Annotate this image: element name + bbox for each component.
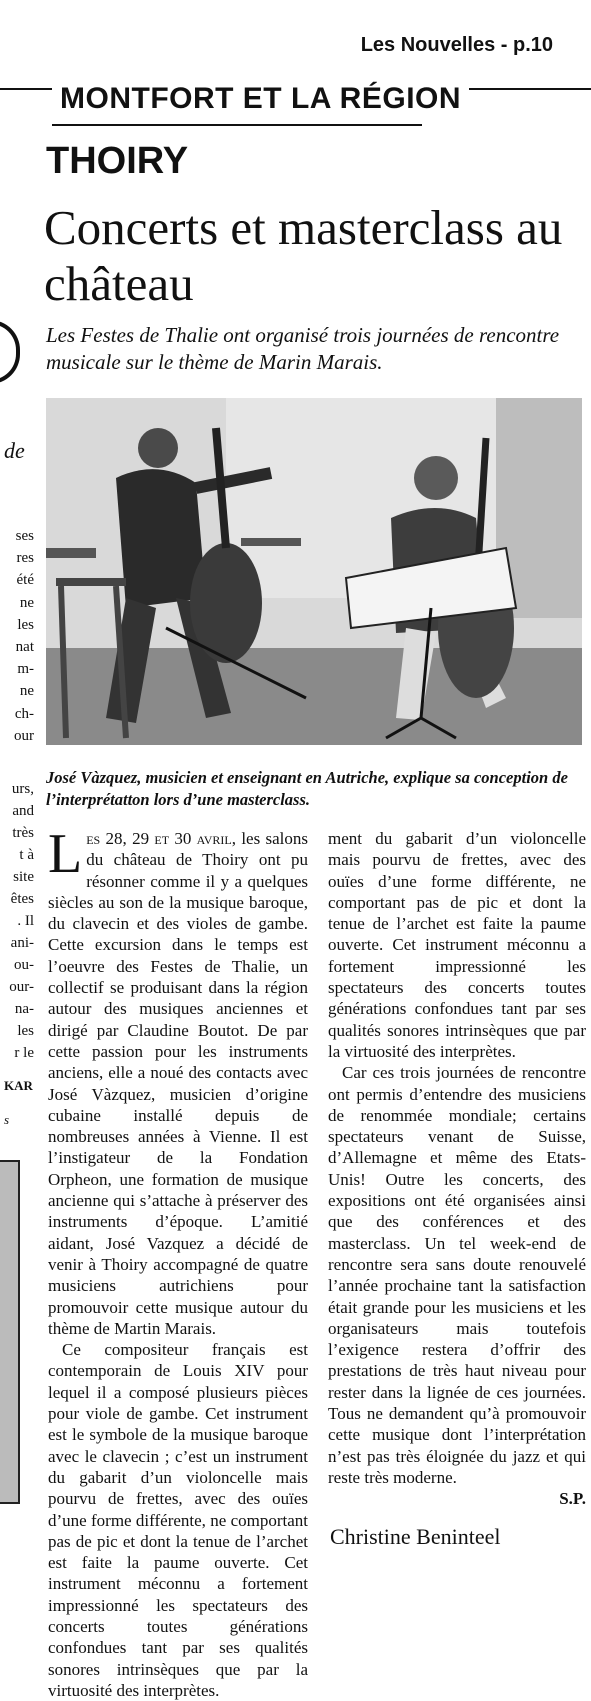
fragment-line: êtes [10,891,34,907]
fragment-line: res [16,550,34,567]
article-column-2 [328,828,586,1510]
fragment-line: m- [17,661,34,678]
fragment-line: t à [19,847,34,863]
fragment-line: très [12,825,34,841]
article-standfirst: Les Festes de Thalie ont organisé trois journées de rencontre musicale sur le thème de Marin Marais. [46,323,560,374]
article-column-1 [48,823,309,1700]
fragment-line: r le [14,1045,34,1061]
fragment-line: ou- [14,957,34,973]
article-paragraph-1 [48,823,309,1339]
fragment-line: été [16,572,34,589]
article-headline: Concerts et masterclass au château [44,200,563,311]
adjacent-graphic-fragment [0,320,20,384]
photo-caption: José Vàzquez, musicien et enseignant en Autriche, explique sa conception de l’interprétatton lors d’une masterclass. [46,768,568,809]
running-header: Les Nouvelles - p.10 [360,34,553,56]
article-paragraph-3: Car ces trois journées de rencontre ont permis d’entendre des musiciens de renommée mondiale; certains spectateurs venant de Suisse, d’Allemagne et même des Etats-Unis! Outre les concerts, des expositions ont été organisées ainsi que des conférences et des masterclass. Un tel week-end de rencontre sera sans doute renouvelé l’année prochaine tant la satisfaction était grande pour les musiciens et les organisateurs mais toutefois l’exigence restera d’offrir des prestations de très haut niveau pour rester dans la lignée de ces journées. Tous ne demandent qu’à promouvoir cette musique dont l’interprétation n’est pas très éloignée du jazz et qui reste très moderne. [328,1063,586,1487]
fragment-line: les [17,1023,34,1039]
fragment-line: ne [19,594,34,611]
next-article-fragment: Christine Beninteel [330,1524,501,1549]
adjacent-column-fragment-a [0,525,34,747]
fragment-line: na- [14,1001,34,1017]
fragment-line: les [17,616,34,633]
adjacent-italic-fragment: s [4,1112,10,1127]
section-title: MONTFORT ET LA RÉGION [52,82,469,116]
drop-cap: L [48,823,83,885]
lead-in: es 28, 29 et 30 avril, [86,829,237,848]
paragraph-2-continued: ment du gabarit d’un violoncelle mais pourvu de frettes, avec des ouïes d’une forme différente, ne comportant pas de pic et dont la tenue de l’archet est faite la paume ouverte. Cet instrument méconnu a fortement impressionné les spectateurs des concerts toutes générations confondues tant par ses qualités sonores intrinsèques que par la virtuosité des interprètes. [328,829,586,1061]
adjacent-photo-fragment [0,1160,20,1504]
fragment-line: site [13,869,34,885]
article-photo [46,398,582,745]
adjacent-word-top: de [4,438,25,463]
fragment-line: ani- [10,935,34,951]
paragraph-1-text: les salons du château de Thoiry ont pu résonner comme il y a quelques siècles au son de la musique baroque, du clavecin et des violes de gambe. Cette excursion dans le temps est l’oeuvre des Festes de Thalie, un collectif se produisant dans la région autour des musiques anciennes et dirigé par Claudine Boutot. De par cette passion pour les instruments anciens, elle a noué des contacts avec José Vàzquez, musicien d’origine cubaine installé depuis de nombreuses années à Vienne. Il est l’instigateur de la Fondation Orpheon, une formation de musique ancienne qui s’attache à préserver des instruments d’époque. L’amitié aidant, José Vazquez a décidé de venir à Thoiry accompagné de quatre musiciens autrichiens pour promouvoir cette musique autour du thème de Martin Marais. [48,829,309,1338]
fragment-line: urs, [11,781,34,797]
adjacent-byline-fragment: KAR [4,1078,33,1093]
adjacent-column-fragment-b [0,778,34,1064]
fragment-line: our- [9,979,34,995]
fragment-line: ne [19,683,34,700]
article-paragraph-2: Ce compositeur français est contemporain de Louis XIV pour lequel il a composé plusieurs pièces pour viole de gambe. Cet instrument est le symbole de la musique baroque avec le clavecin ; c’est un instrument du gabarit d’un violoncelle mais pourvu de frettes, avec des ouïes d’une forme différente, ne comportant pas de pic et dont la tenue de l’archet est faite la paume ouverte. Cet instrument méconnu a fortement impressionné les spectateurs des concerts toutes générations confondues tant par ses qualités sonores intrinsèques que par la virtuosité des interprètes. [48,1340,308,1700]
article-kicker: THOIRY [46,140,189,182]
fragment-line: our [14,727,34,744]
fragment-line: ses [15,528,34,544]
fragment-line: ch- [14,705,34,722]
photo-illustration [46,398,582,745]
fragment-line: and [12,803,34,819]
fragment-line: nat [15,639,34,656]
signature: S.P. [559,1489,586,1509]
section-rule [52,124,422,126]
fragment-line: . Il [17,913,34,929]
